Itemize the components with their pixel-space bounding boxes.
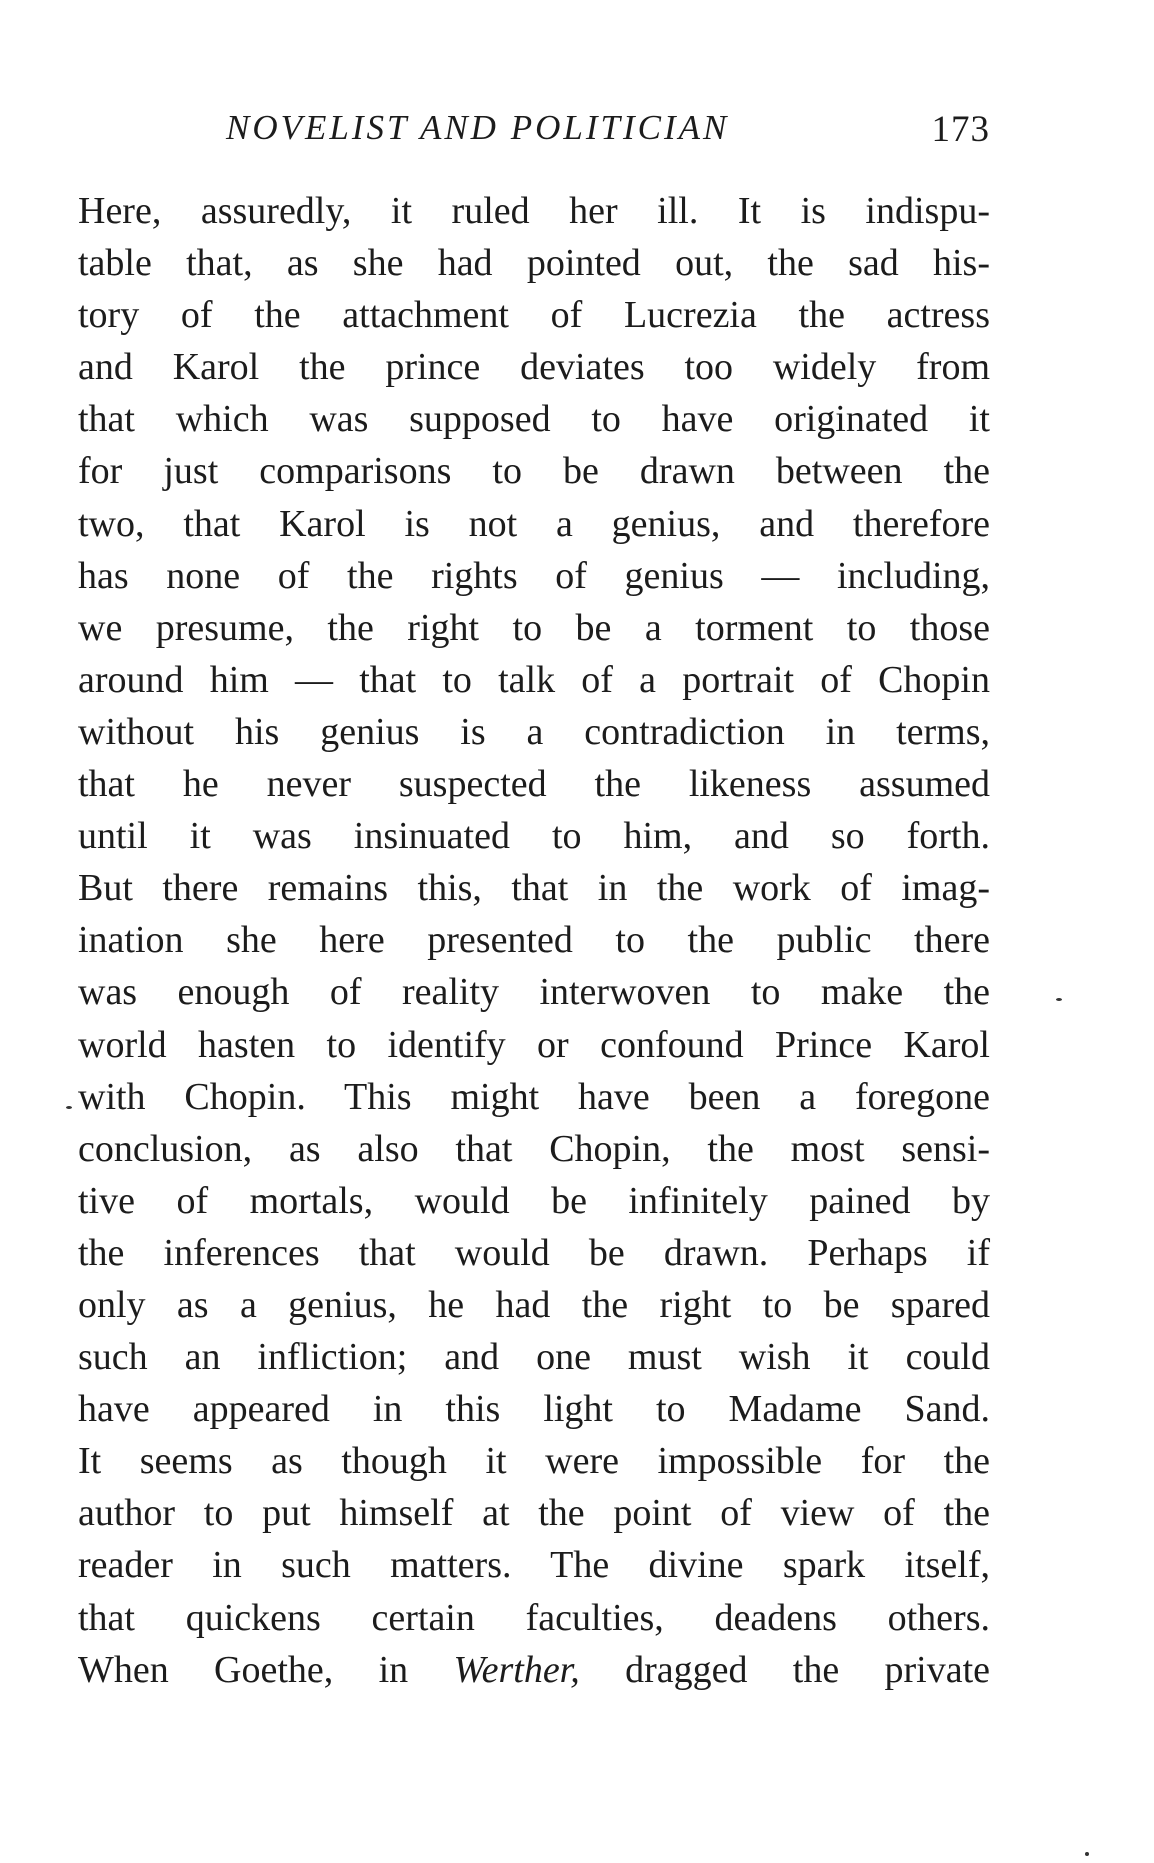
text-line: for just comparisons to be drawn between the	[78, 450, 990, 493]
text-line: and Karol the prince deviates too widely from	[78, 346, 990, 389]
text-line: table that, as she had pointed out, the sad his-	[78, 242, 990, 285]
text-line: was enough of reality interwoven to make the	[78, 971, 990, 1014]
text-line: with Chopin. This might have been a foregone	[78, 1075, 990, 1118]
text-line: that he never suspected the likeness assumed	[78, 763, 990, 806]
running-title: NOVELIST AND POLITICIAN	[226, 108, 730, 147]
scan-speck	[1056, 998, 1062, 1001]
text-line: tive of mortals, would be infinitely pained by	[78, 1179, 990, 1222]
text-line: have appeared in this light to Madame Sand.	[78, 1388, 990, 1431]
text-line: But there remains this, that in the work of imag-	[78, 867, 990, 910]
text-line: only as a genius, he had the right to be spared	[78, 1283, 990, 1326]
text-line: we presume, the right to be a torment to those	[78, 606, 990, 649]
text-line: that which was supposed to have originated it	[78, 398, 990, 441]
scan-speck	[66, 1106, 72, 1109]
last-line-end: dragged the private	[579, 1648, 990, 1691]
text-line: reader in such matters. The divine spark itself,	[78, 1544, 990, 1587]
text-line: such an infliction; and one must wish it could	[78, 1336, 990, 1379]
body-text	[78, 185, 990, 1696]
text-line-last	[78, 1644, 990, 1696]
text-line: world hasten to identify or confound Prince Karol	[78, 1023, 990, 1066]
text-line: two, that Karol is not a genius, and therefore	[78, 502, 990, 545]
text-line: Here, assuredly, it ruled her ill. It is indispu-	[78, 190, 990, 232]
text-line: the inferences that would be drawn. Perhaps if	[78, 1231, 990, 1274]
text-line: until it was insinuated to him, and so forth.	[78, 815, 990, 858]
text-line: ination she here presented to the public there	[78, 919, 990, 962]
running-head	[78, 108, 990, 158]
text-line: It seems as though it were impossible for the	[78, 1440, 990, 1483]
text-line: conclusion, as also that Chopin, the most sensi-	[78, 1127, 990, 1170]
page-number: 173	[931, 109, 990, 150]
scan-speck	[1085, 1852, 1089, 1856]
text-line: has none of the rights of genius — including,	[78, 554, 990, 597]
text-line: without his genius is a contradiction in terms,	[78, 710, 990, 753]
last-line-start: When Goethe, in	[78, 1648, 454, 1691]
text-line: around him — that to talk of a portrait of Chopin	[78, 658, 990, 701]
text-line: tory of the attachment of Lucrezia the actress	[78, 294, 990, 337]
text-line: that quickens certain faculties, deadens others.	[78, 1596, 990, 1639]
italic-title-werther: Werther,	[453, 1648, 580, 1691]
text-line: author to put himself at the point of view of the	[78, 1492, 990, 1535]
